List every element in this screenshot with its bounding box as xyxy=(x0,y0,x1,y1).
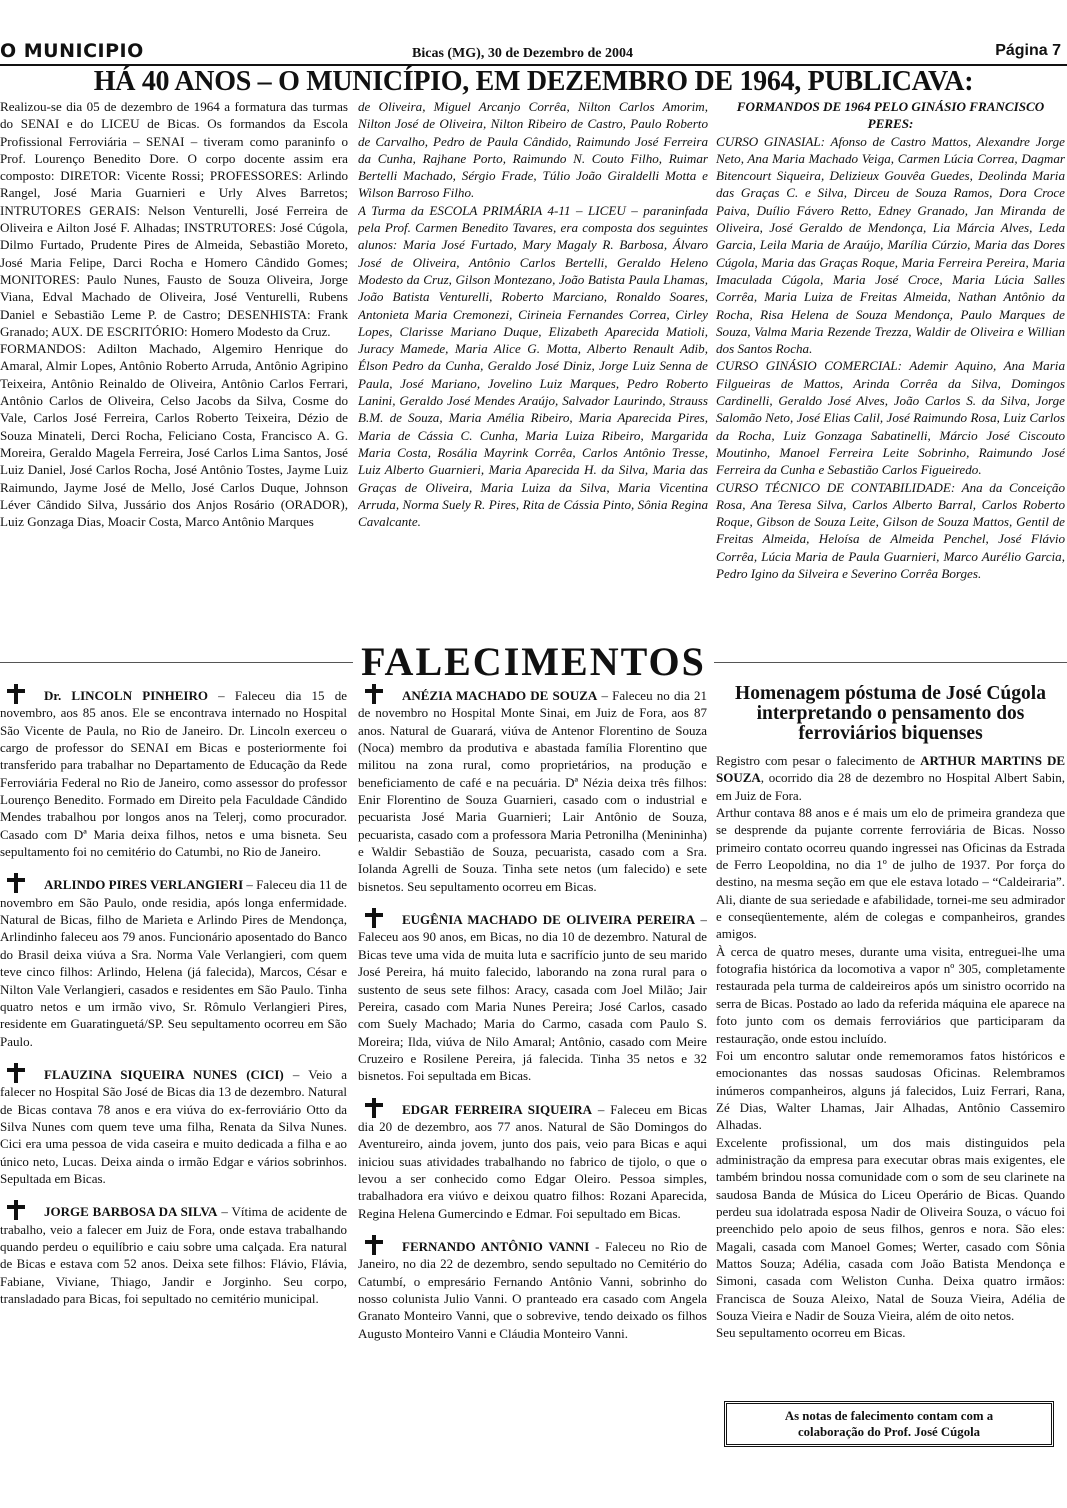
masthead xyxy=(0,40,1067,64)
obituary-name: FLAUZINA SIQUEIRA NUNES (CICI) xyxy=(44,1066,284,1082)
cross-icon xyxy=(6,1063,26,1083)
obituary-name: Dr. LINCOLN PINHEIRO xyxy=(44,688,208,703)
obituary-text: – Faleceu no dia 21 de novembro no Hospital Monte Sinai, em Juiz de Fora, aos 87 anos. Natural de Guarará, viúva de Antenor Florentino de Souza (Noca) membro da produtiva e abastada família Florentino que militou na zona rural, como proprietários, na produção e beneficiamento de café e na pecuária. Dª Nézia deixa três filhos: Enir Florentino de Souza Guarnieri, casado com o industrial e pecuarista José Maria Guarnieri; Lair Antônio de Souza, pecuarista, casado com a professora Maria Petronilha (Menininha) e Waldir Sebastião de Souza, pecuarista, casado com a Sra. Iolanda Agrelli de Souza. Tinha sete netos (um falecido) e sete bisnetos. Seu sepultamento ocorreu em Bicas. xyxy=(358,688,707,894)
obituary-name: ARLINDO PIRES VERLANGIERI xyxy=(44,877,244,893)
cross-icon xyxy=(6,1200,26,1220)
obituary-text: – Faleceu em Bicas dia 20 de dezembro, aos 77 anos. Natural de São Domingos do Aventureiro, ainda jovem, junto dos pais, veio para Bicas e aqui iniciou suas atividades trabalhando no fabrico de tijolo, o que o levou a ser conhecido como Edgar Oleiro. Pessoa simples, trabalhadora era viúvo e deixou quatro filhos: Rozani Aparecida, Regina Helena Gumercindo e Edmar. Foi sepultado em Bicas. xyxy=(358,1101,707,1221)
obituary-name: EUGÊNIA MACHADO DE OLIVEIRA PEREIRA xyxy=(402,912,696,928)
obituary-name: ANÉZIA MACHADO DE SOUZA xyxy=(402,688,598,703)
paragraph: CURSO GINÁSIO COMERCIAL: Ademir Aquino, Ana Maria Filgueiras de Mattos, Arinda Corrêa da Silva, Domingos Cardinelli, Geraldo José Alves, João Carlos S. da Silva, Jorge Salomão Neto, José Elias Calil, José Raimundo Rosa, Luiz Carlos da Rocha, Luiz Gonzaga Sabatinelli, Márcio José Ciscouto Moutinho, Manoel Ferreira Leite Sobrinho, Raimundo José Ferreira da Cunha e Sebastião Carlos Figueiredo. xyxy=(716,358,1065,478)
intro-text: Registro com pesar o falecimento de xyxy=(716,753,921,768)
cross-icon xyxy=(364,1098,384,1118)
paragraph: Foi um encontro salutar onde rememoramos fatos históricos e emocionantes das nossas saudosas Oficinas. Relembramos inúmeros companheiros, alguns já falecidos, Luiz Ferrari, Rana, Zé Dias, Walter Lhamas, Jair Alhadas, Antônio Cassemiro Alhadas. xyxy=(716,1047,1065,1133)
credits-line-2: colaboração do Prof. José Cúgola xyxy=(797,1425,981,1439)
article-column-2 xyxy=(358,98,708,530)
obituary-text: – Veio a falecer no Hospital São José de Bicas dia 13 de dezembro. Natural de Bicas contava 78 anos e era viúva do ex-ferroviário Otto da Silva Nunes com quem teve uma filha, Renata da Silva Nunes. Cici era uma pessoa de vida caseira e muito dedicada a filha e ao único neto, Lucas. Deixa ainda o irmão Edgar e vários sobrinhos. Sepultada em Bicas. xyxy=(0,1066,347,1186)
obituary-entry xyxy=(0,1063,347,1187)
obituary-entry xyxy=(0,1200,347,1307)
obituary-entry xyxy=(358,1098,707,1222)
homage-column xyxy=(716,682,1065,1342)
page-number: Página 7 xyxy=(995,42,1061,59)
paragraph: Excelente profissional, um dos mais distinguidos pela administração da empresa para executar obras mais exigentes, ele também brindou nossa comunidade com o som de seu clarinete na saudosa Banda de Música do Liceu Operário de Bicas. Quando perdeu sua idolatrada esposa Nadir de Oliveira Souza, o vácuo foi preenchido pelo apoio de seus filhos, genros e nora. São eles: Magali, casada com Manoel Gomes; Werter, casado com Sônia Mattos Souza; Adélia, casada com João Batista Mendonça e Simoni, casada com Weliston Cunha. Deixa quatro irmãos: Francisca de Souza Aleixo, Natal de Souza Vieira, Adélia de Souza Vieira e Nadir de Souza Vieira, além de oito netos. xyxy=(716,1134,1065,1323)
obituary-entry xyxy=(358,684,707,895)
deceased-name: ARTHUR MARTINS DE SOUZA xyxy=(716,753,1065,786)
paragraph: Arthur contava 88 anos e é mais um elo de primeira grandeza que se desprende da pujante corrente ferroviária de Bicas. Nosso primeiro contato ocorreu quando ingressei nas Oficinas da Estrada de Ferro Leopoldina, no dia 1º de julho de 1937. Por força do destino, na mesma seção em que ele estava lotado – “Caldeiraria”. Ali, diante de sua seriedade e afabilidade, tornei-me seu admirador e conseqüentemente, além de colegas e companheiros, grandes amigos. xyxy=(716,805,1065,942)
paragraph: FORMANDOS: Adilton Machado, Algemiro Henrique do Amaral, Almir Lopes, Antônio Roberto Arruda, Antônio Agripino Teixeira, Antônio Reinaldo de Oliveira, Antônio Carlos Ferrari, Antônio Carlos de Oliveira, Celso Jacobs da Silva, Cosme do Vale, Carlos José Ferreira, Carlos Roberto Teixeira, Dézio de Souza Minateli, Derci Rocha, Feliciano Costa, Francisco A. G. Moreira, Geraldo Magela Ferreira, José Carlos Lima Santos, José Luiz Daniel, José Carlos Rocha, José Antônio Tostes, Jayme Luiz Raimundo, Jayme José de Mello, José Carlos Duque, Johnson Léver Cândido Silva, Jussário dos Anjos Rosário (ORADOR), Luiz Gonzaga Dias, Moacir Costa, Marco Antônio Marques xyxy=(0,341,348,530)
paragraph: Realizou-se dia 05 de dezembro de 1964 a formatura das turmas do SENAI e do LICEU de Bicas. Os formandos da Escola Profissional Ferroviária – SENAI – tiveram como paraninfo o Prof. Lourenço Benedito Dore. O corpo docente assim era composto: DIRETOR: Vicente Rossi; PROFESSORES: Arlindo Rangel, José Maria Guarnieri e Urly Alves Barretos; INTRUTORES GERAIS: Nelson Venturelli, José Ferreira de Oliveira e Ailton José F. Alhadas; INSTRUTORES: José Cúgola, Dilmo Furtado, Prudente Pires de Almeida, Sebastião Moreto, José Maria Felipe, Darci Rocha e Homero Cândido Gomes; MONITORES: Paulo Nunes, Fausto de Souza Oliveira, Jorge Viana, Edval Machado de Oliveira, José Venturelli, Rubens Daniel e Sebastião Leme P. de Castro; DESENHISTA: Frank Granado; AUX. DE ESCRITÓRIO: Homero Modesto da Cruz. xyxy=(0,99,348,339)
obituary-name: FERNANDO ANTÔNIO VANNI xyxy=(402,1238,590,1254)
obituary-entry xyxy=(0,873,347,1049)
homage-title: Homenagem póstuma de José Cúgola interpretando o pensamento dos ferroviários biquenses xyxy=(735,683,1046,744)
credits-box xyxy=(724,1401,1054,1447)
paragraph: de Oliveira, Miguel Arcanjo Corrêa, Nilton Carlos Amorim, Nilton José de Oliveira, Nilton Ribeiro de Castro, Paulo Roberto de Carvalho, Pedro de Paula Cândido, Raimundo José Ferreira da Cunha, Rajhane Porto, Raimundo N. Couto Filho, Ruimar Bertelli Machado, Sérgio Frade, Túlio João Giraldelli Motta e Wilson Barroso Filho. xyxy=(358,99,708,201)
section-title-text: FALECIMENTOS xyxy=(353,639,714,684)
obituary-entry xyxy=(358,1235,707,1342)
obituary-column-2 xyxy=(358,684,707,1355)
paragraph: Seu sepultamento ocorreu em Bicas. xyxy=(716,1325,906,1341)
obituary-entry xyxy=(0,684,347,860)
obituary-text: - Faleceu no Rio de Janeiro, no dia 22 de dezembro, sendo sepultado no Cemitério do Catumbí, o empresário Fernando Antônio Vanni, sobrinho do nosso colunista Julio Vanni. O pranteado era casado com Angela Granato Monteiro Vanni, que o sobrevive, tendo deixado os filhos Augusto Monteiro Vanni e Cláudia Monteiro Vanni. xyxy=(358,1238,707,1341)
obituary-entry xyxy=(358,908,707,1084)
paragraph: CURSO GINASIAL: Afonso de Castro Mattos, Alexandre Jorge Neto, Ana Maria Machado Veiga, Carmen Lúcia Correa, Dagmar Bitencourt Siqueira, Delizieux Gouvêa Guedes, Deolinda Maria das Graças C. e Silva, Dirceu de Souza Ramos, Dora Croce Paiva, Duílio Fávero Retto, Edney Granado, Jan Miranda de Oliveira, José Geraldo de Mendonça, Lia Márcia Alves, Leda Garcia, Leila Maria de Araújo, Marília Cúrzio, Maria das Dores Cúgola, Maria das Graças Roque, Maria Ferreira Pereira, Maria Imaculada Cúgola, Maria José Croce, Maria Lúcia Salles Corrêa, Maria Luiza de Freitas Almeida, Nathan Antônio da Rocha, Risa Helena de Souza Mendonça, Paulo Marques de Souza, Valma Maria Rezende Trezza, Waldir de Oliveira e Willian dos Santos Rocha. xyxy=(716,133,1065,357)
obituary-text: – Faleceu dia 11 de novembro em São Paulo, onde residia, após longa enfermidade. Natural de Bicas, filho de Marieta e Arlindo Pires de Mendonça, Arlindinho faleceu aos 79 anos. Funcionário aposentado do Banco do Brasil deixa viúva a Sra. Norma Vale Verlangieri, com quem teve cinco filhos: Arlindo, Helena (já falecida), Marcos, César e Nilton Vale Verlangieri, casados e residentes em São Paulo. Tinha quatro netos e um irmão vivo, Sr. Rômulo Verlangieri Pires, residente em Guaratinguetá/SP. Seu sepultamento ocorreu em São Paulo. xyxy=(0,877,347,1049)
intro-rest: , ocorrido dia 28 de dezembro no Hospital Albert Sabin, em Juiz de Fora. xyxy=(716,770,1065,803)
paragraph: À cerca de quatro meses, durante uma visita, entreguei-lhe uma fotografia histórica da locomotiva a vapor nº 305, completamente restaurada pela turma de caldeireiros após um sinistro ocorrido na serra de Bicas. Postado ao lado da referida máquina ele aparece na foto junto com os demais ferroviários que participaram da restauração, onde estou incluído. xyxy=(716,943,1065,1046)
obituary-name: EDGAR FERREIRA SIQUEIRA xyxy=(402,1101,593,1117)
cross-icon xyxy=(6,684,26,704)
paragraph: A Turma da ESCOLA PRIMÁRIA 4-11 – LICEU – paraninfada pela Prof. Carmen Benedito Tavares, era composta dos seguintes alunos: Maria José Furtado, Mary Magaly R. Barbosa, Álvaro José de Oliveira, Antônio Carlos Bertelli, Geraldo Heleno Modesto da Cruz, Gilson Montezano, João Batista Paula Lhamas, João Batista Venturelli, Roberto Marciano, Ronaldo Soares, Antonieta Maria Cremonezi, Cirineia Fernandes Correa, Cirley Lopes, Clarisse Mariano Duque, Elizabeth Aparecida Matioli, Juracy Mamede, Maria Alice G. Motta, Alberto Renault Adib, Élson Pedro da Cunha, Geraldo José Diniz, Jorge Luiz Senna de Paula, José Mariano, Jovelino Luiz Marques, Pedro Roberto Lanini, Geraldo José Mendes Araújo, Salvador Laurindo, Strauss B.M. de Souza, Maria Amélia Ribeiro, Maria Aparecida Pires, Maria de Cássia C. Cunha, Maria Luiza Ribeiro, Margarida Maria Costa, Rosália Mayrink Corrêa, Carlos Antônio Tresse, Luiz Alberto Guarnieri, Maria Aparecida H. da Silva, Maria das Graças de Oliveira, Maria Luiza da Silva, Maria Vicentina Arruda, Norma Suely R. Pires, Rita de Cássia Pinto, Sônia Regina Cavalcante. xyxy=(358,202,708,530)
obituary-column-1 xyxy=(0,684,347,1320)
newspaper-name: O MUNICIPIO xyxy=(0,40,144,62)
obituary-text: – Faleceu dia 15 de novembro, aos 85 anos. Ele se encontrava internado no Hospital São Vicente de Paula, no Rio de Janeiro. Dr. Lincoln exerceu o cargo de professor do SENAI em Bicas e posteriormente foi transferido para trabalhar no Departamento de Educação da Rede Ferroviária Federal no Rio de Janeiro, como assessor do professor Lourenço Benedito. Formado em Direito pela Faculdade Cândido Mendes trabalhou por longos anos na Telerj, como procurador. Casado com Dª Maria deixa filhos, netos e uma bisneta. Seu sepultamento foi no cemitério do Catumbi, no Rio de Janeiro. xyxy=(0,688,347,860)
homage-intro xyxy=(716,752,1065,804)
obituary-text: – Faleceu aos 90 anos, em Bicas, no dia 10 de dezembro. Natural de Bicas teve uma vida de muita luta e sacrifício junto de seu marido José Pereira, há muito falecido, laborando na zona rural para o sustento de seus sete filhos: Aracy, casada com Joel Milão; Jair Pereira, casado com Maria Nunes Pereira; José Carlos, casado com Suely Machado; Maria do Carmo, casada com Paulo S. Moreira; Ilda, viúva de Nilo Amaral; Antônio, casado com Meire Cruzeiro e Rosilene Pereira, já falecida. Tinha 35 netos e 32 bisnetos. Foi sepultada em Bicas. xyxy=(358,912,707,1084)
article-column-3 xyxy=(716,98,1065,582)
paragraph: CURSO TÉCNICO DE CONTABILIDADE: Ana da Conceição Rosa, Ana Teresa Silva, Carlos Alberto Barral, Carlos Roberto Roque, Gibson de Souza Leite, Gilson de Souza Mattos, Gentil de Freitas Almeida, Heloísa de Almeida Penchel, José Flávio Corrêa, Lúcia Maria de Paula Guarnieri, Marco Aurélio Garcia, Pedro Igino da Silveira e Severino Corrêa Borges. xyxy=(716,479,1065,582)
obituary-text: – Vítima de acidente de trabalho, veio a falecer em Juiz de Fora, onde estava trabalhando quando perdeu o equilíbrio e caiu sobre uma calçada. Era natural de Bicas e estava com 52 anos. Deixa sete filhos: Flávio, Flávia, Fabiane, Viviane, Thiago, Jandir e Jorginho. Seu corpo, transladado para Bicas, foi sepultado no cemitério municipal. xyxy=(0,1204,347,1306)
article-column-1 xyxy=(0,98,348,530)
cross-icon xyxy=(364,1235,384,1255)
cross-icon xyxy=(364,684,384,704)
obituary-name: JORGE BARBOSA DA SILVA xyxy=(44,1204,218,1220)
credits-line-1: As notas de falecimento contam com a xyxy=(784,1409,994,1423)
page-headline: HÁ 40 ANOS – O MUNICÍPIO, EM DEZEMBRO DE 1964, PUBLICAVA: xyxy=(93,66,974,97)
section-title xyxy=(0,640,1067,684)
column-heading: FORMANDOS DE 1964 PELO GINÁSIO FRANCISCO PERES: xyxy=(736,99,1045,132)
issue-date: Bicas (MG), 30 de Dezembro de 2004 xyxy=(412,46,633,61)
cross-icon xyxy=(364,908,384,928)
cross-icon xyxy=(6,873,26,893)
